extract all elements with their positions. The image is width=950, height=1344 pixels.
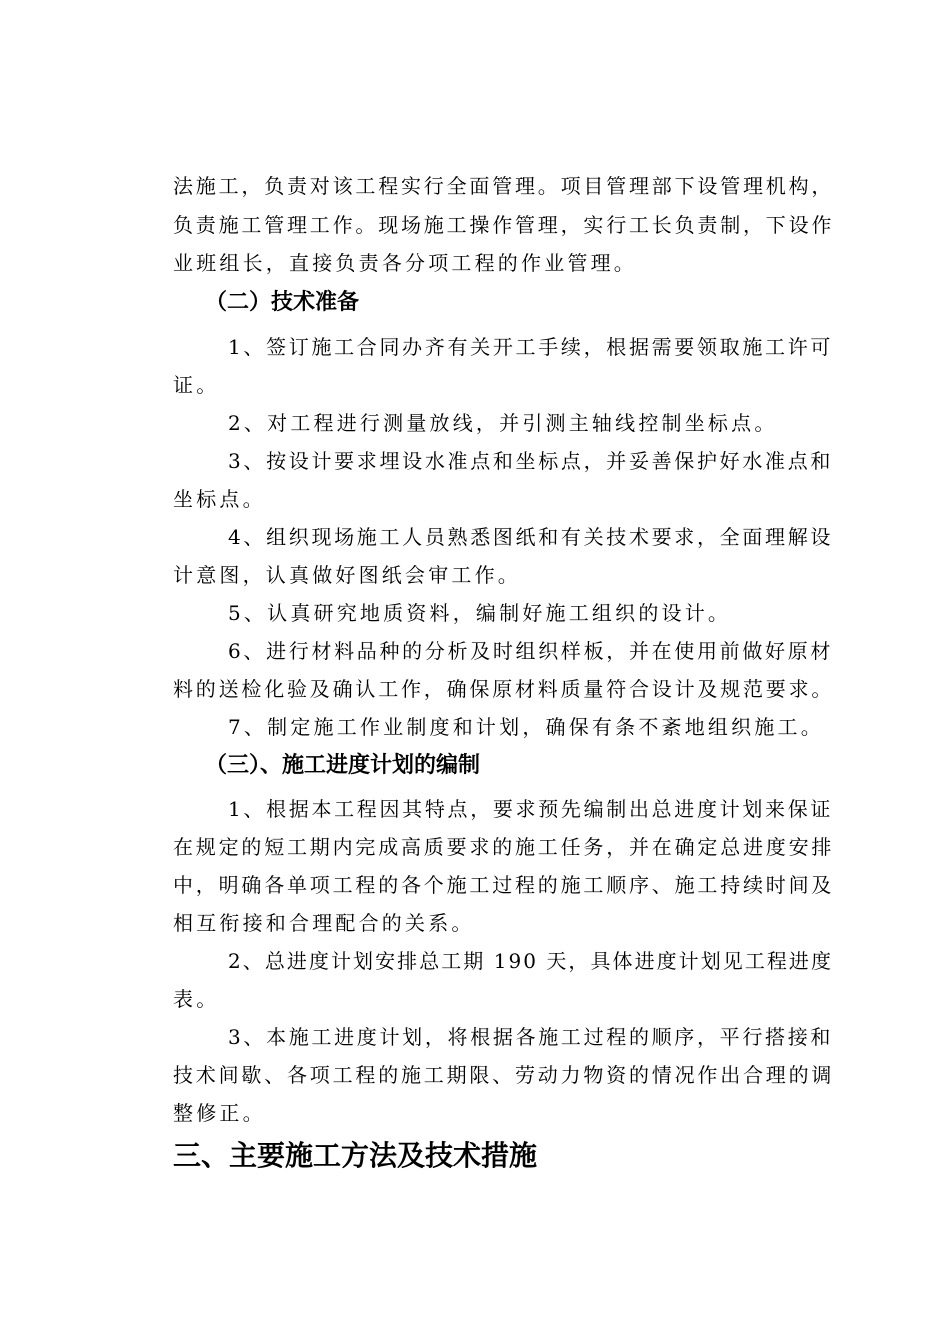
intro-line-3: 业班组长，直接负责各分项工程的作业管理。 (173, 251, 637, 275)
schedule-item-3-line-1: 3、本施工进度计划，将根据各施工过程的顺序，平行搭接和 (228, 1025, 833, 1049)
tech-item-6-line-1: 6、进行材料品种的分析及时组织样板，并在使用前做好原材 (228, 639, 833, 663)
intro-line-2: 负责施工管理工作。现场施工操作管理，实行工长负责制，下设作 (173, 213, 835, 237)
tech-item-1-line-1: 1、签订施工合同办齐有关开工手续，根据需要领取施工许可 (228, 335, 833, 359)
tech-item-6-line-2: 料的送检化验及确认工作，确保原材料质量符合设计及规范要求。 (173, 677, 835, 701)
tech-item-4-line-1: 4、组织现场施工人员熟悉图纸和有关技术要求，全面理解设 (228, 525, 833, 549)
schedule-item-1-line-4: 相互衔接和合理配合的关系。 (173, 911, 475, 935)
tech-item-3-line-2: 坐标点。 (173, 487, 266, 511)
schedule-item-3-line-3: 整修正。 (173, 1101, 266, 1125)
tech-item-3-line-1: 3、按设计要求埋设水准点和坐标点，并妥善保护好水准点和 (228, 449, 833, 473)
tech-item-5-line-1: 5、认真研究地质资料，编制好施工组织的设计。 (228, 601, 732, 625)
tech-item-1-line-2: 证。 (173, 373, 220, 397)
schedule-item-1-line-3: 中，明确各单项工程的各个施工过程的施工顺序、施工持续时间及 (173, 873, 835, 897)
tech-item-4-line-2: 计意图，认真做好图纸会审工作。 (173, 563, 521, 587)
heading-tech-prep: （二）技术准备 (205, 290, 360, 315)
schedule-item-2-line-1: 2、总进度计划安排总工期 190 天，具体进度计划见工程进度 (228, 949, 833, 973)
tech-item-7-line-1: 7、制定施工作业制度和计划，确保有条不紊地组织施工。 (228, 715, 824, 739)
heading-main-methods: 三、主要施工方法及技术措施 (173, 1139, 538, 1172)
schedule-item-2-line-2: 表。 (173, 987, 220, 1011)
tech-item-2-line-1: 2、对工程进行测量放线，并引测主轴线控制坐标点。 (228, 411, 778, 435)
heading-schedule: （三）、施工进度计划的编制 (205, 753, 481, 778)
schedule-item-1-line-2: 在规定的短工期内完成高质要求的施工任务，并在确定总进度安排 (173, 835, 835, 859)
schedule-item-3-line-2: 技术间歇、各项工程的施工期限、劳动力物资的情况作出合理的调 (173, 1063, 835, 1087)
schedule-item-1-line-1: 1、根据本工程因其特点，要求预先编制出总进度计划来保证 (228, 797, 833, 821)
intro-line-1: 法施工，负责对该工程实行全面管理。项目管理部下设管理机构， (173, 174, 835, 198)
